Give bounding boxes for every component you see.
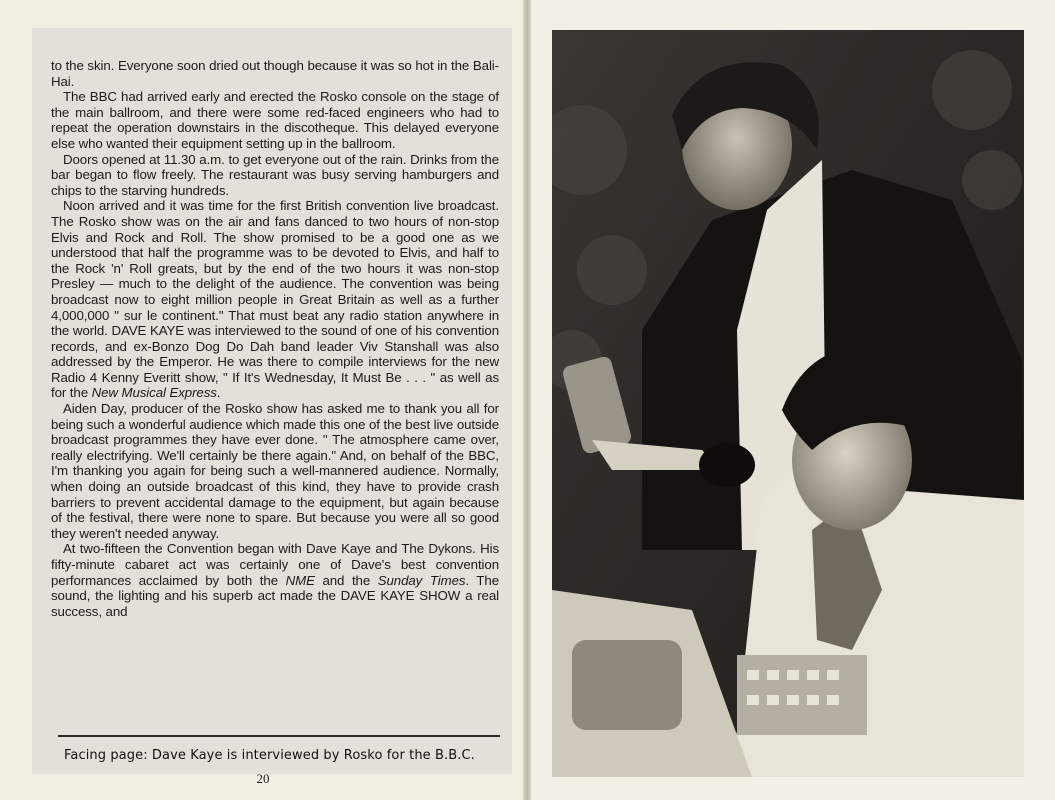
paragraph: to the skin. Everyone soon dried out though because it was so hot in the Bali-Hai.	[51, 58, 499, 89]
left-page	[0, 0, 526, 800]
paragraph-text: . The sound, the lighting and his superb act made the DAVE KAYE SHOW a real success, and	[51, 572, 499, 619]
photo-caption: Facing page: Dave Kaye is interviewed by Rosko for the B.B.C.	[64, 748, 475, 763]
publication-name: New Musical Express	[91, 385, 217, 401]
paragraph	[51, 541, 499, 619]
caption-divider	[58, 735, 500, 737]
photo-illustration	[552, 30, 1024, 777]
publication-name: NME	[285, 572, 315, 588]
paragraph-text: Noon arrived and it was time for the first British convention live broadcast. The Rosko show was on the air and fans danced to two hours of non-stop Elvis and Rock and Roll. The show promised to be a good one as we understood that half the programme was to be devoted to Elvis, and half to the Rock 'n' Roll greats, but by the end of the two hours it was non-stop Presley — much to the delight of the audience. The convention was being broadcast now to eight million people in Great Britain as well as a further 4,000,000 " sur le continent." That must beat any radio station anywhere in the world. DAVE KAYE was interviewed to the sound of one of his convention records, and ex-Bonzo Dog Do Dah band leader Viv Stanshall was also addressed by the Emperor. He was there to compile interviews for the new Radio 4 Kenny Everitt show, " If It's Wednesday, It Must Be . . . " as well as for the	[51, 198, 499, 401]
paragraph-text: At two-fifteen the Convention began with Dave Kaye and The Dykons. His fifty-minute cabaret act was certainly one of Dave's best convention performances acclaimed by both the	[51, 541, 499, 588]
page-number: 20	[256, 771, 270, 786]
paragraph-text: .	[216, 385, 221, 401]
article-body	[51, 58, 499, 619]
publication-name: Sunday Times	[377, 572, 466, 588]
paragraph	[51, 198, 499, 401]
paragraph: Doors opened at 11.30 a.m. to get everyone out of the rain. Drinks from the bar began to flow freely. The restaurant was busy serving hamburgers and chips to the starving hundreds.	[51, 151, 499, 198]
book-gutter	[523, 0, 531, 800]
paragraph: Aiden Day, producer of the Rosko show has asked me to thank you all for being such a wonderful audience which made this one of the best live outside broadcast programmes they have ever done. " The atmosphere came over, really electrifying. We'll certainly be there again." And, on behalf of the BBC, I'm thanking you again for being such a well-mannered audience. Normally, when doing an outside broadcast of this kind, they have to provide crash barriers to prevent accidental damage to the equipment, but again because of the festival, there were none to spare. But because you were all so good they weren't needed anyway.	[51, 401, 499, 541]
photo-two-men-microphone-icon	[552, 30, 1024, 777]
paragraph: The BBC had arrived early and erected the Rosko console on the stage of the main ballroom, and there were some red-faced engineers who had to repeat the operation downstairs in the discotheque. This delayed everyone else who wanted their equipment setting up in the ballroom.	[51, 89, 499, 151]
paragraph-text: and the	[314, 572, 378, 588]
